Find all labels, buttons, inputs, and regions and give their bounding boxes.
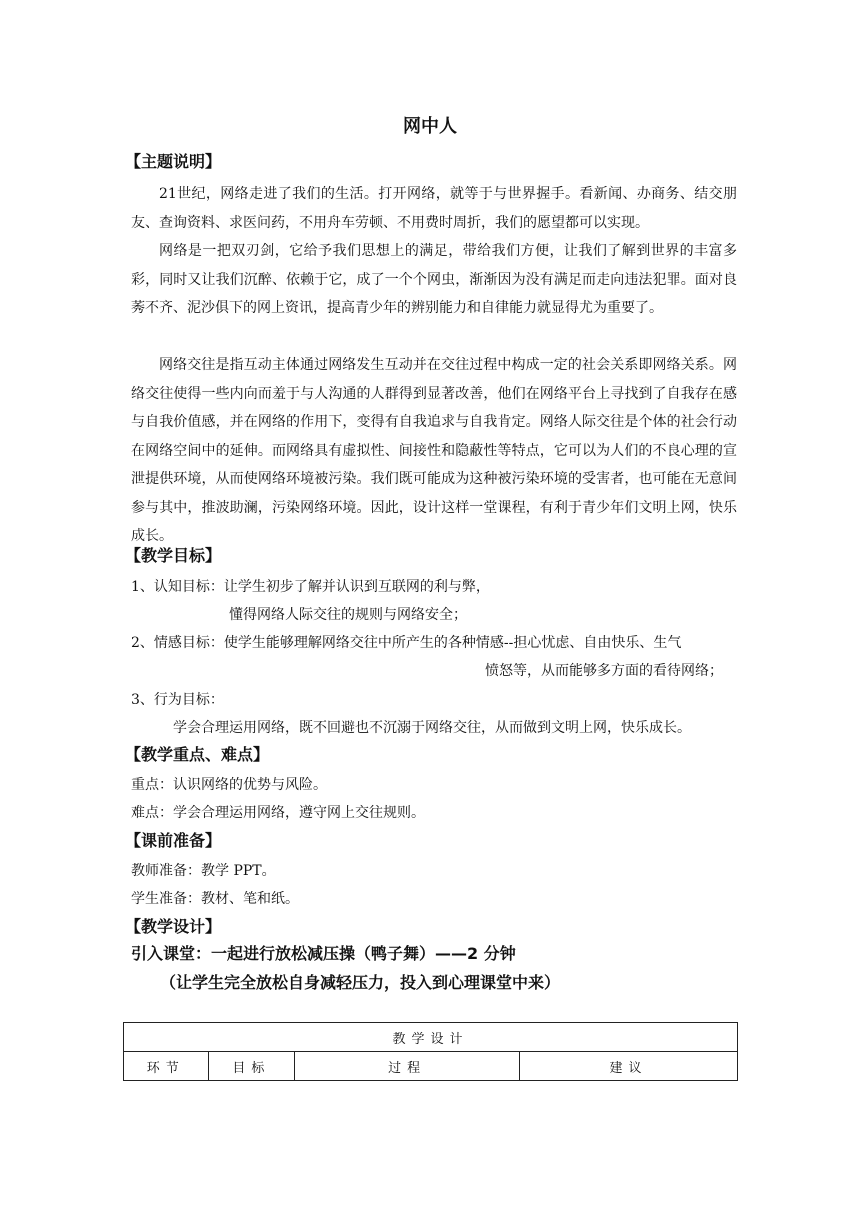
table-columns-row xyxy=(124,1052,738,1081)
behavior-goal-line-2: 学会合理运用网络，既不回避也不沉溺于网络交往，从而做到文明上网，快乐成长。 xyxy=(173,720,691,736)
behavior-goal-line-1: 3、行为目标： xyxy=(131,692,224,708)
student-prep-line: 学生准备：教材、笔和纸。 xyxy=(131,891,299,907)
intro-note-line: （让学生完全放松自身减轻压力，投入到心理课堂中来） xyxy=(160,973,561,992)
cognitive-goal-line-1: 1、认知目标：让学生初步了解并认识到互联网的利与弊， xyxy=(131,579,490,595)
intro-line: 引入课堂：一起进行放松减压操（鸭子舞）——2 分钟 xyxy=(131,944,516,963)
theme-heading: 【主题说明】 xyxy=(125,152,222,171)
theme-paragraph-2: 网络是一把双刃剑，它给予我们思想上的满足，带给我们方便，让我们了解到世界的丰富多彩，同时又让我们沉醉、依赖于它，成了一个个网虫，渐渐因为没有满足而走向违法犯罪。面对良莠不齐、泥沙俱下的网上资讯，提高青少年的辨别能力和自律能力就显得尤为重要了。 xyxy=(131,243,737,316)
design-heading: 【教学设计】 xyxy=(125,917,222,936)
theme-paragraph-1: 21世纪，网络走进了我们的生活。打开网络，就等于与世界握手。看新闻、办商务、结交朋友、查询资料、求医问药，不用舟车劳顿、不用费时周折，我们的愿望都可以实现。 xyxy=(131,186,737,231)
column-goal: 目标 xyxy=(208,1052,295,1081)
emotional-goal-line-1: 2、情感目标：使学生能够理解网络交往中所产生的各种情感--担心忧虑、自由快乐、生气 xyxy=(131,635,682,651)
emotional-goal-line-2: 愤怒等，从而能够多方面的看待网络； xyxy=(485,663,723,679)
goals-heading: 【教学目标】 xyxy=(125,546,222,565)
teaching-design-table xyxy=(123,1022,738,1081)
column-stage: 环节 xyxy=(124,1052,209,1081)
keypoints-heading: 【教学重点、难点】 xyxy=(125,745,270,764)
column-suggestion: 建议 xyxy=(520,1052,738,1081)
table-header-row xyxy=(124,1023,738,1052)
document-title: 网中人 xyxy=(403,116,457,137)
cognitive-goal-line-2: 懂得网络人际交往的规则与网络安全； xyxy=(229,607,467,623)
focus-line: 重点：认识网络的优势与风险。 xyxy=(131,777,327,793)
theme-paragraph-3: 网络交往是指互动主体通过网络发生互动并在交往过程中构成一定的社会关系即网络关系。网络交往使得一些内向而羞于与人沟通的人群得到显著改善，他们在网络平台上寻找到了自我存在感与自我价值感，并在网络的作用下，变得有自我追求与自我肯定。网络人际交往是个体的社会行动在网络空间中的延伸。而网络具有虚拟性、间接性和隐蔽性等特点，它可以为人们的不良心理的宣泄提供环境，从而使网络环境被污染。我们既可能成为这种被污染环境的受害者，也可能在无意间参与其中，推波助澜，污染网络环境。因此，设计这样一堂课程，有利于青少年们文明上网，快乐成长。 xyxy=(131,357,737,544)
difficulty-line: 难点：学会合理运用网络，遵守网上交往规则。 xyxy=(131,805,425,821)
column-process: 过程 xyxy=(295,1052,520,1081)
table-header-cell: 教学设计 xyxy=(124,1023,738,1052)
prep-heading: 【课前准备】 xyxy=(125,831,222,850)
teacher-prep-line: 教师准备：教学 PPT。 xyxy=(131,863,276,879)
